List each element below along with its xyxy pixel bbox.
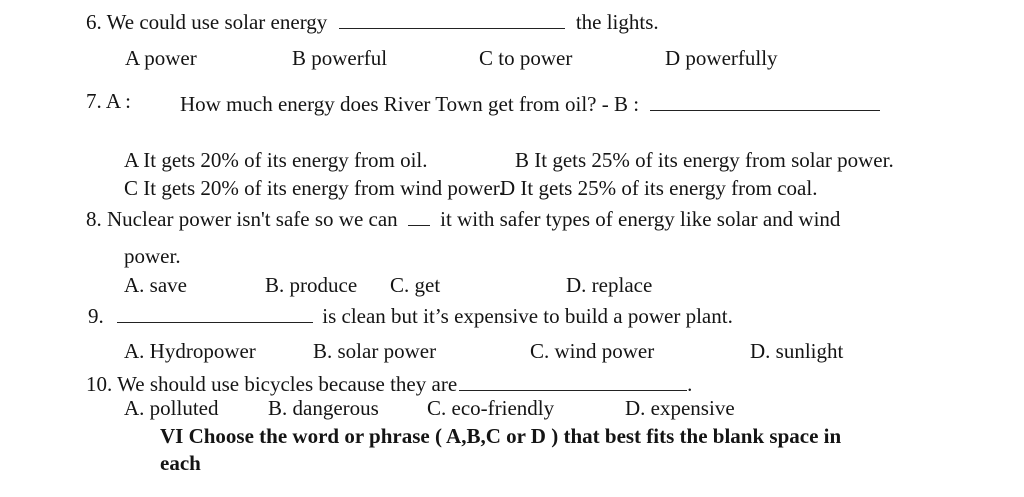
q10-blank[interactable] [459, 371, 687, 391]
q8-blank[interactable] [408, 206, 430, 226]
q7-question: How much energy does River Town get from oil? - B : [180, 91, 640, 116]
q10-option-b[interactable]: B. dangerous [268, 396, 379, 420]
q8-text-before: Nuclear power isn't safe so we can [107, 206, 398, 231]
q6-option-c[interactable]: C to power [479, 46, 573, 70]
q9-option-a[interactable]: A. Hydropower [124, 339, 256, 363]
q7-option-b[interactable]: B It gets 25% of its energy from solar power. [515, 148, 894, 172]
q7-option-a[interactable]: A It gets 20% of its energy from oil. [124, 148, 428, 172]
q6-blank[interactable] [339, 9, 565, 29]
q10-option-a[interactable]: A. polluted [124, 396, 219, 420]
section-heading-line2: each [160, 451, 201, 475]
q10-option-c[interactable]: C. eco-friendly [427, 396, 555, 420]
q7-option-d[interactable]: D It gets 25% of its energy from coal. [500, 176, 818, 200]
q7-blank[interactable] [650, 91, 880, 111]
q9-option-b[interactable]: B. solar power [313, 339, 437, 363]
q8-continuation: power. [124, 244, 181, 268]
q8-option-b[interactable]: B. produce [265, 273, 358, 297]
q6-stem [86, 9, 659, 33]
q8-option-c[interactable]: C. get [390, 273, 441, 297]
q10-number: 10. [86, 371, 113, 396]
q9-stem [88, 303, 733, 327]
q9-option-c[interactable]: C. wind power [530, 339, 655, 363]
q9-option-d[interactable]: D. sunlight [750, 339, 844, 363]
q8-stem [86, 206, 840, 230]
q6-option-b[interactable]: B powerful [292, 46, 388, 70]
q8-option-a[interactable]: A. save [124, 273, 187, 297]
q6-text-after: the lights. [575, 9, 659, 34]
q9-text-after: is clean but it’s expensive to build a power plant. [322, 303, 733, 328]
q6-text-before: We could use solar energy [106, 9, 328, 34]
q7-question-line [180, 91, 880, 115]
q10-stem [86, 371, 692, 395]
section-heading-line1: VI Choose the word or phrase ( A,B,C or D ) that best fits the blank space in [160, 424, 842, 448]
q10-option-d[interactable]: D. expensive [625, 396, 735, 420]
q8-option-d[interactable]: D. replace [566, 273, 653, 297]
q10-text-before: We should use bicycles because they are [117, 371, 458, 396]
q7-option-c[interactable]: C It gets 20% of its energy from wind power. [124, 176, 504, 200]
q6-option-a[interactable]: A power [125, 46, 197, 70]
q10-end-mark: . [687, 371, 693, 396]
q9-number: 9. [88, 303, 104, 328]
q7-number: 7. A : [86, 89, 131, 113]
q6-number: 6. [86, 9, 102, 34]
q8-text-after: it with safer types of energy like solar and wind [440, 206, 841, 231]
q8-number: 8. [86, 206, 102, 231]
q9-blank[interactable] [117, 303, 313, 323]
q6-option-d[interactable]: D powerfully [665, 46, 778, 70]
